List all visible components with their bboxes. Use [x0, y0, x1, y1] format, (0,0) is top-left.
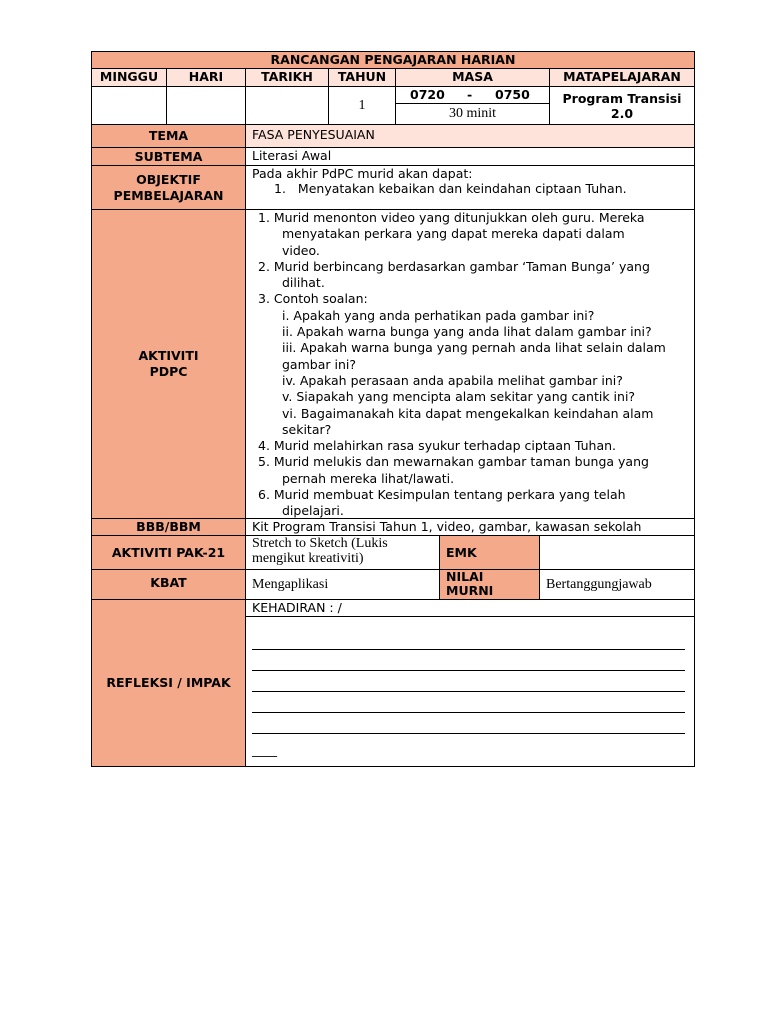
emk-value — [539, 535, 695, 570]
header-minggu: MINGGU — [91, 68, 167, 87]
objektif-content — [245, 165, 695, 210]
bbb-value: Kit Program Transisi Tahun 1, video, gambar, kawasan sekolah — [245, 518, 695, 536]
aktiviti-line: vi. Bagaimanakah kita dapat mengekalkan keindahan alam — [282, 405, 654, 421]
aktiviti-line: 5. Murid melukis dan mewarnakan gambar taman bunga yang — [258, 454, 649, 470]
refleksi-writing-line — [252, 712, 685, 713]
objektif-item — [252, 181, 694, 196]
aktiviti-line: iii. Apakah warna bunga yang pernah anda lihat selain dalam — [282, 340, 666, 356]
aktiviti-line: 6. Murid membuat Kesimpulan tentang perkara yang telah — [258, 487, 626, 503]
refleksi-writing-line — [252, 670, 685, 671]
refleksi-short-line: ____ — [252, 742, 277, 757]
objektif-item-text: Menyatakan kebaikan dan keindahan ciptaan Tuhan. — [297, 181, 627, 196]
header-masa: MASA — [395, 68, 550, 87]
aktiviti-line: i. Apakah yang anda perhatikan pada gambar ini? — [282, 307, 595, 323]
objektif-intro: Pada akhir PdPC murid akan dapat: — [252, 166, 473, 181]
aktiviti-line: dipelajari. — [282, 503, 344, 519]
refleksi-writing-line — [252, 733, 685, 734]
nilai-murni-label-line2: MURNI — [446, 583, 494, 598]
kbat-value: Mengaplikasi — [245, 569, 440, 600]
masa-duration: 30 minit — [395, 103, 550, 125]
nilai-murni-label-line1: NILAI — [446, 569, 484, 584]
aktiviti-line: ii. Apakah warna bunga yang anda lihat dalam gambar ini? — [282, 324, 652, 340]
pak21-value-line1: Stretch to Sketch (Lukis — [252, 536, 388, 551]
aktiviti-line: 4. Murid melahirkan rasa syukur terhadap ciptaan Tuhan. — [258, 438, 617, 454]
kehadiran-field: KEHADIRAN : / — [245, 599, 695, 617]
aktiviti-line: pernah mereka lihat/lawati. — [282, 470, 455, 486]
subtema-value: Literasi Awal — [245, 147, 695, 166]
kbat-label: KBAT — [91, 569, 246, 600]
aktiviti-line: 3. Contoh soalan: — [258, 291, 368, 307]
subtema-label: SUBTEMA — [91, 147, 246, 166]
masa-dash: - — [467, 87, 473, 102]
plan-title: RANCANGAN PENGAJARAN HARIAN — [91, 51, 695, 69]
pak21-label: AKTIVITI PAK-21 — [91, 535, 246, 570]
aktiviti-line: menyatakan perkara yang dapat mereka dapati dalam — [282, 226, 625, 242]
refleksi-label: REFLEKSI / IMPAK — [91, 599, 246, 767]
aktiviti-line: dilihat. — [282, 275, 325, 291]
nilai-murni-label — [439, 569, 540, 600]
aktiviti-line: gambar ini? — [282, 356, 356, 372]
refleksi-writing-line — [252, 649, 685, 650]
aktiviti-label — [91, 209, 246, 519]
pak21-value — [245, 535, 440, 570]
masa-time-range — [395, 86, 550, 104]
tema-label: TEMA — [91, 124, 246, 148]
tahun-value: 1 — [328, 86, 396, 125]
matapelajaran-line1: Program Transisi — [562, 91, 682, 106]
aktiviti-line: 2. Murid berbincang berdasarkan gambar ‘Taman Bunga’ yang — [258, 258, 650, 274]
objektif-label-line1: OBJEKTIF — [136, 171, 201, 187]
aktiviti-line: video. — [282, 242, 320, 258]
header-hari: HARI — [166, 68, 246, 87]
objektif-item-number: 1. — [274, 181, 286, 196]
matapelajaran-line2: 2.0 — [610, 106, 634, 121]
aktiviti-label-line1: AKTIVITI — [138, 348, 199, 363]
refleksi-writing-line — [252, 691, 685, 692]
aktiviti-content — [245, 209, 695, 519]
header-matapelajaran: MATAPELAJARAN — [549, 68, 695, 87]
nilai-murni-value: Bertanggungjawab — [539, 569, 695, 600]
header-tarikh: TARIKH — [245, 68, 329, 87]
aktiviti-line: v. Siapakah yang mencipta alam sekitar yang cantik ini? — [282, 389, 636, 405]
pak21-value-line2: mengikut kreativiti) — [252, 551, 364, 566]
emk-label: EMK — [439, 535, 540, 570]
aktiviti-line: iv. Apakah perasaan anda apabila melihat gambar ini? — [282, 372, 623, 388]
tarikh-value — [245, 86, 329, 125]
matapelajaran-value — [549, 86, 695, 125]
masa-start: 0720 — [410, 87, 445, 102]
objektif-label-line2: PEMBELAJARAN — [113, 187, 224, 203]
objektif-label — [91, 165, 246, 210]
aktiviti-label-line2: PDPC — [149, 364, 188, 379]
masa-end: 0750 — [495, 87, 530, 102]
bbb-label: BBB/BBM — [91, 518, 246, 536]
minggu-value — [91, 86, 167, 125]
header-tahun: TAHUN — [328, 68, 396, 87]
hari-value — [166, 86, 246, 125]
aktiviti-line: 1. Murid menonton video yang ditunjukkan oleh guru. Mereka — [258, 210, 645, 225]
aktiviti-line: sekitar? — [282, 421, 332, 437]
tema-value: FASA PENYESUAIAN — [245, 124, 695, 148]
